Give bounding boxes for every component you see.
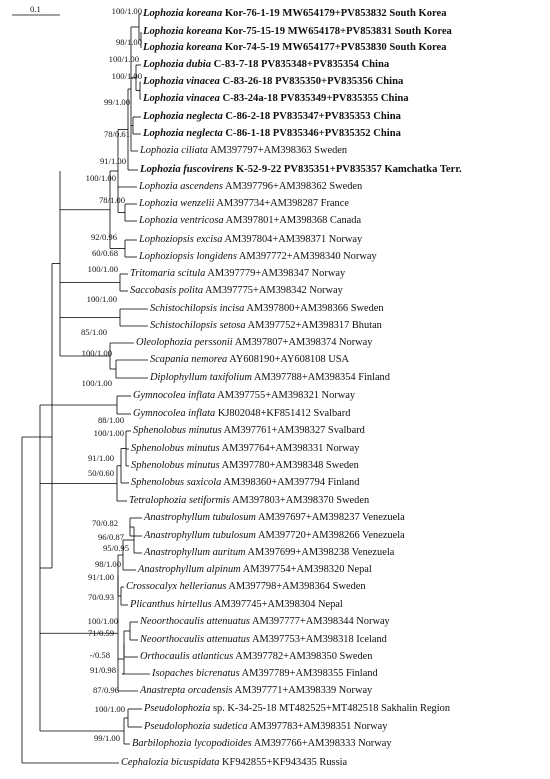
taxon-label — [143, 110, 401, 123]
taxon-label — [150, 319, 382, 332]
taxon-epithet: ascendens — [180, 181, 224, 192]
taxon-epithet: alpinum — [206, 564, 241, 575]
taxon-epithet: koreana — [186, 8, 223, 19]
taxon-label — [152, 667, 378, 680]
taxon-genus: Lophozia — [143, 128, 187, 139]
support-value: 85/1.00 — [80, 327, 107, 337]
taxon-genus: Tritomaria — [130, 268, 178, 279]
taxon-epithet: fuscovirens — [183, 164, 234, 175]
taxon-genus: Sphenolobus — [131, 443, 187, 454]
taxon-genus: Schistochilopsis — [150, 303, 220, 314]
taxon-label — [140, 650, 372, 663]
support-value: 70/0.82 — [91, 518, 118, 528]
taxon-label — [140, 615, 390, 628]
taxon-genus: Isopaches — [152, 668, 197, 679]
taxon-voucher: AM398360+AM397794 Finland — [221, 477, 360, 488]
taxon-label — [143, 127, 401, 140]
taxon-epithet: scitula — [177, 268, 206, 279]
taxon-epithet: setosa — [219, 320, 246, 331]
taxon-voucher: AM397753+AM398318 Iceland — [249, 634, 387, 645]
taxon-voucher: AM397807+AM398374 Norway — [232, 337, 373, 348]
support-value: 100/1.00 — [81, 378, 112, 388]
support-value: 50/0.60 — [87, 468, 114, 478]
taxon-genus: Anastrophyllum — [144, 547, 213, 558]
taxon-label — [143, 92, 409, 105]
taxon-label — [144, 529, 405, 542]
taxon-label — [139, 180, 362, 193]
taxon-epithet: wenzelii — [180, 198, 215, 209]
taxon-genus: Anastrepta — [140, 685, 188, 696]
taxon-voucher: AM397780+AM398348 Sweden — [219, 460, 359, 471]
taxon-voucher: KF942855+KF943435 Russia — [219, 757, 348, 768]
taxon-genus: Lophozia — [143, 111, 187, 122]
taxon-label — [138, 563, 372, 576]
taxon-epithet: saxicola — [186, 477, 222, 488]
taxon-label — [150, 302, 384, 315]
support-value: 99/1.00 — [93, 733, 120, 743]
taxon-label — [143, 25, 452, 38]
support-value: 60/0.68 — [91, 248, 118, 258]
taxon-epithet: minutus — [188, 425, 222, 436]
support-value: 100/1.00 — [87, 616, 118, 626]
taxon-epithet: polita — [178, 285, 204, 296]
taxon-genus: Lophozia — [143, 26, 187, 37]
taxon-genus: Diplophyllum — [150, 372, 210, 383]
taxon-voucher: AM397697+AM398237 Venezuela — [255, 512, 405, 523]
taxon-voucher: Kor-76-1-19 MW654179+PV853832 South Korea — [222, 8, 447, 19]
taxon-voucher: AM397720+AM398266 Venezuela — [255, 530, 405, 541]
taxon-voucher: AM397789+AM398355 Finland — [239, 668, 378, 679]
taxon-epithet: attenuatus — [206, 616, 250, 627]
taxon-label — [133, 389, 355, 402]
taxon-genus: Lophozia — [143, 59, 187, 70]
support-value: 91/1.00 — [99, 156, 126, 166]
taxon-voucher: AM397804+AM398371 Norway — [222, 234, 363, 245]
taxon-epithet: perssonii — [194, 337, 233, 348]
taxon-epithet: koreana — [186, 26, 223, 37]
taxon-voucher: C-83-7-18 PV835348+PV835354 China — [211, 59, 390, 70]
taxon-genus: Plicanthus — [130, 599, 178, 610]
taxon-epithet: minutus — [186, 443, 220, 454]
taxon-voucher: AM397764+AM398331 Norway — [219, 443, 360, 454]
taxon-label — [130, 598, 343, 611]
taxon-voucher: AM397801+AM398368 Canada — [223, 215, 362, 226]
support-value: 100/1.00 — [87, 264, 118, 274]
taxon-label — [144, 511, 405, 524]
taxon-label — [144, 702, 450, 715]
taxon-label — [150, 353, 349, 366]
taxon-voucher: C-86-1-18 PV835346+PV835352 China — [222, 128, 401, 139]
taxon-epithet: ventricosa — [180, 215, 224, 226]
support-value: 98/1.00 — [94, 559, 121, 569]
taxon-genus: Sphenolobus — [133, 425, 189, 436]
taxon-epithet: attenuatus — [206, 634, 250, 645]
taxon-label — [140, 633, 387, 646]
taxon-genus: Anastrophyllum — [144, 512, 213, 523]
support-value: 91/1.00 — [87, 572, 114, 582]
taxon-label — [143, 75, 403, 88]
taxon-genus: Gymnocolea — [133, 390, 189, 401]
support-value: 71/0.59 — [87, 628, 114, 638]
taxon-label — [143, 58, 389, 71]
taxon-voucher: AM397754+AM398320 Nepal — [240, 564, 372, 575]
support-value: 95/0.95 — [102, 543, 129, 553]
taxon-genus: Orthocaulis — [140, 651, 193, 662]
taxon-epithet: neglecta — [186, 128, 223, 139]
taxon-label — [126, 580, 366, 593]
taxon-epithet: ciliata — [181, 145, 208, 156]
taxon-epithet: sudetica — [212, 721, 248, 732]
taxon-label — [129, 494, 369, 507]
taxon-genus: Schistochilopsis — [150, 320, 220, 331]
taxon-epithet: taxifolium — [209, 372, 252, 383]
taxon-voucher: AM397755+AM398321 Norway — [215, 390, 356, 401]
taxon-voucher: AM397772+AM398340 Norway — [236, 251, 377, 262]
taxon-label — [140, 684, 372, 697]
taxon-genus: Lophozia — [143, 76, 187, 87]
taxon-genus: Gymnocolea — [133, 408, 189, 419]
taxon-genus: Lophozia — [139, 181, 181, 192]
support-value: 100/1.00 — [111, 71, 142, 81]
taxon-voucher: Kor-75-15-19 MW654178+PV853831 South Korea — [222, 26, 452, 37]
taxon-voucher: C-83-24a-18 PV835349+PV835355 China — [219, 93, 409, 104]
taxon-genus: Sphenolobus — [131, 477, 187, 488]
support-value: 100/1.00 — [108, 54, 139, 64]
support-value: 100/1.00 — [81, 348, 112, 358]
taxon-genus: Barbilophozia — [132, 738, 195, 749]
support-value: -/0.58 — [89, 650, 110, 660]
taxon-voucher: AM397798+AM398364 Sweden — [226, 581, 366, 592]
support-value: 88/1.00 — [97, 415, 124, 425]
taxon-epithet: longidens — [196, 251, 237, 262]
taxon-epithet: bicrenatus — [196, 668, 240, 679]
taxon-genus: Crossocalyx — [126, 581, 180, 592]
taxon-voucher: AM397752+AM398317 Bhutan — [245, 320, 382, 331]
taxon-voucher: AM397775+AM398342 Norway — [203, 285, 343, 296]
support-value: 70/0.93 — [87, 592, 114, 602]
taxon-epithet: vinacea — [186, 76, 220, 87]
taxon-epithet: tubulosum — [212, 512, 256, 523]
taxon-label — [139, 197, 349, 210]
taxon-voucher: AM397797+AM398363 Sweden — [207, 145, 348, 156]
taxon-label — [144, 720, 387, 733]
support-value: 100/1.00 — [111, 6, 142, 16]
support-value: 92/0.96 — [90, 232, 117, 242]
taxon-voucher: AM397779+AM398347 Norway — [205, 268, 346, 279]
taxon-voucher: AM397803+AM398370 Sweden — [229, 495, 370, 506]
taxon-label — [121, 756, 347, 769]
taxon-epithet: inflata — [188, 408, 216, 419]
taxon-epithet: nemorea — [191, 354, 228, 365]
taxon-voucher: AM397777+AM398344 Norway — [249, 616, 390, 627]
taxon-genus: Cephalozia — [121, 757, 171, 768]
taxon-voucher: AM397745+AM398304 Nepal — [211, 599, 343, 610]
taxon-genus: Lophozia — [143, 8, 187, 19]
taxon-genus: Sphenolobus — [131, 460, 187, 471]
support-value: 100/1.00 — [86, 294, 117, 304]
taxon-label — [131, 442, 359, 455]
support-value: 100/1.00 — [93, 428, 124, 438]
taxon-voucher: AM397734+AM398287 France — [214, 198, 349, 209]
taxon-label — [139, 250, 377, 263]
taxon-voucher: AM397788+AM398354 Finland — [251, 372, 390, 383]
taxon-genus: Anastrophyllum — [138, 564, 207, 575]
taxon-epithet: atlanticus — [192, 651, 234, 662]
support-value: 100/1.00 — [94, 704, 125, 714]
taxon-genus: Tetralophozia — [129, 495, 189, 506]
taxon-voucher: K-34-25-18 MT482525+MT482518 Sakhalin Region — [224, 703, 451, 714]
taxon-genus: Lophozia — [140, 164, 184, 175]
taxon-epithet: koreana — [186, 42, 223, 53]
taxon-label — [133, 407, 350, 420]
taxon-voucher: C-83-26-18 PV835350+PV835356 China — [219, 76, 404, 87]
taxon-genus: Neoorthocaulis — [140, 616, 207, 627]
taxon-epithet: minutus — [186, 460, 220, 471]
taxon-epithet: dubia — [186, 59, 211, 70]
taxon-genus: Scapania — [150, 354, 192, 365]
taxon-epithet: hirtellus — [177, 599, 212, 610]
taxon-label — [132, 737, 392, 750]
taxon-label — [130, 267, 345, 280]
taxon-epithet: neglecta — [186, 111, 223, 122]
taxon-voucher: AM397782+AM398350 Sweden — [233, 651, 373, 662]
taxon-label — [133, 424, 365, 437]
taxon-epithet: incisa — [219, 303, 245, 314]
taxon-voucher: AY608190+AY608108 USA — [227, 354, 349, 365]
support-value: 78/0.61 — [103, 129, 130, 139]
taxon-epithet: lycopodioides — [194, 738, 252, 749]
taxon-label — [136, 336, 372, 349]
taxon-genus: Lophozia — [140, 145, 182, 156]
taxon-epithet: tubulosum — [212, 530, 256, 541]
taxon-genus: Anastrophyllum — [144, 530, 213, 541]
taxon-label — [131, 476, 359, 489]
taxon-epithet: orcadensis — [187, 685, 233, 696]
taxon-label — [130, 284, 343, 297]
taxon-epithet: inflata — [188, 390, 216, 401]
taxon-voucher: KJ802048+KF851412 Svalbard — [215, 408, 351, 419]
taxon-genus: Pseudolophozia — [144, 703, 213, 714]
taxon-label — [150, 371, 390, 384]
taxon-epithet: auritum — [212, 547, 246, 558]
taxon-genus: Pseudolophozia — [144, 721, 213, 732]
taxon-voucher: AM397783+AM398351 Norway — [247, 721, 388, 732]
taxon-voucher: K-52-9-22 PV835351+PV835357 Kamchatka Terr. — [233, 164, 462, 175]
taxon-genus: Lophozia — [143, 42, 187, 53]
support-value: 99/1.00 — [103, 97, 130, 107]
taxon-epithet: sp. — [212, 703, 225, 714]
taxon-voucher: AM397761+AM398327 Svalbard — [221, 425, 365, 436]
taxon-genus: Lophozia — [143, 93, 187, 104]
support-value: 78/1.00 — [98, 195, 125, 205]
taxon-genus: Saccobasis — [130, 285, 179, 296]
taxon-voucher: AM397800+AM398366 Sweden — [244, 303, 384, 314]
taxon-genus: Neoorthocaulis — [140, 634, 207, 645]
taxon-voucher: AM397699+AM398238 Venezuela — [245, 547, 395, 558]
taxon-genus: Lophoziopsis — [139, 251, 197, 262]
taxon-epithet: bicuspidata — [170, 757, 220, 768]
taxon-label — [144, 546, 394, 559]
taxon-label — [139, 233, 362, 246]
taxon-voucher: Kor-74-5-19 MW654177+PV853830 South Korea — [222, 42, 447, 53]
taxon-label — [139, 214, 361, 227]
taxon-label — [140, 163, 462, 176]
support-value: 98/1.00 — [115, 37, 142, 47]
taxon-epithet: excisa — [196, 234, 223, 245]
taxon-epithet: hellerianus — [179, 581, 227, 592]
support-value: 91/1.00 — [87, 453, 114, 463]
taxon-voucher: AM397796+AM398362 Sweden — [223, 181, 363, 192]
support-value: 100/1.00 — [85, 173, 116, 183]
taxon-label — [131, 459, 359, 472]
taxon-genus: Lophoziopsis — [139, 234, 197, 245]
taxon-genus: Lophozia — [139, 215, 181, 226]
taxon-label — [143, 7, 447, 20]
taxon-genus: Lophozia — [139, 198, 181, 209]
support-value: 87/0.96 — [92, 685, 119, 695]
taxon-voucher: C-86-2-18 PV835347+PV835353 China — [222, 111, 401, 122]
scale-bar-label: 0.1 — [30, 4, 41, 14]
taxon-label — [143, 41, 447, 54]
taxon-genus: Oleolophozia — [136, 337, 195, 348]
support-value: 91/0.98 — [89, 665, 116, 675]
taxon-voucher: AM397771+AM398339 Norway — [232, 685, 373, 696]
taxon-voucher: AM397766+AM398333 Norway — [251, 738, 392, 749]
support-value: 96/0.87 — [97, 532, 124, 542]
taxon-label — [140, 144, 347, 157]
taxon-epithet: vinacea — [186, 93, 220, 104]
taxon-epithet: setiformis — [188, 495, 230, 506]
